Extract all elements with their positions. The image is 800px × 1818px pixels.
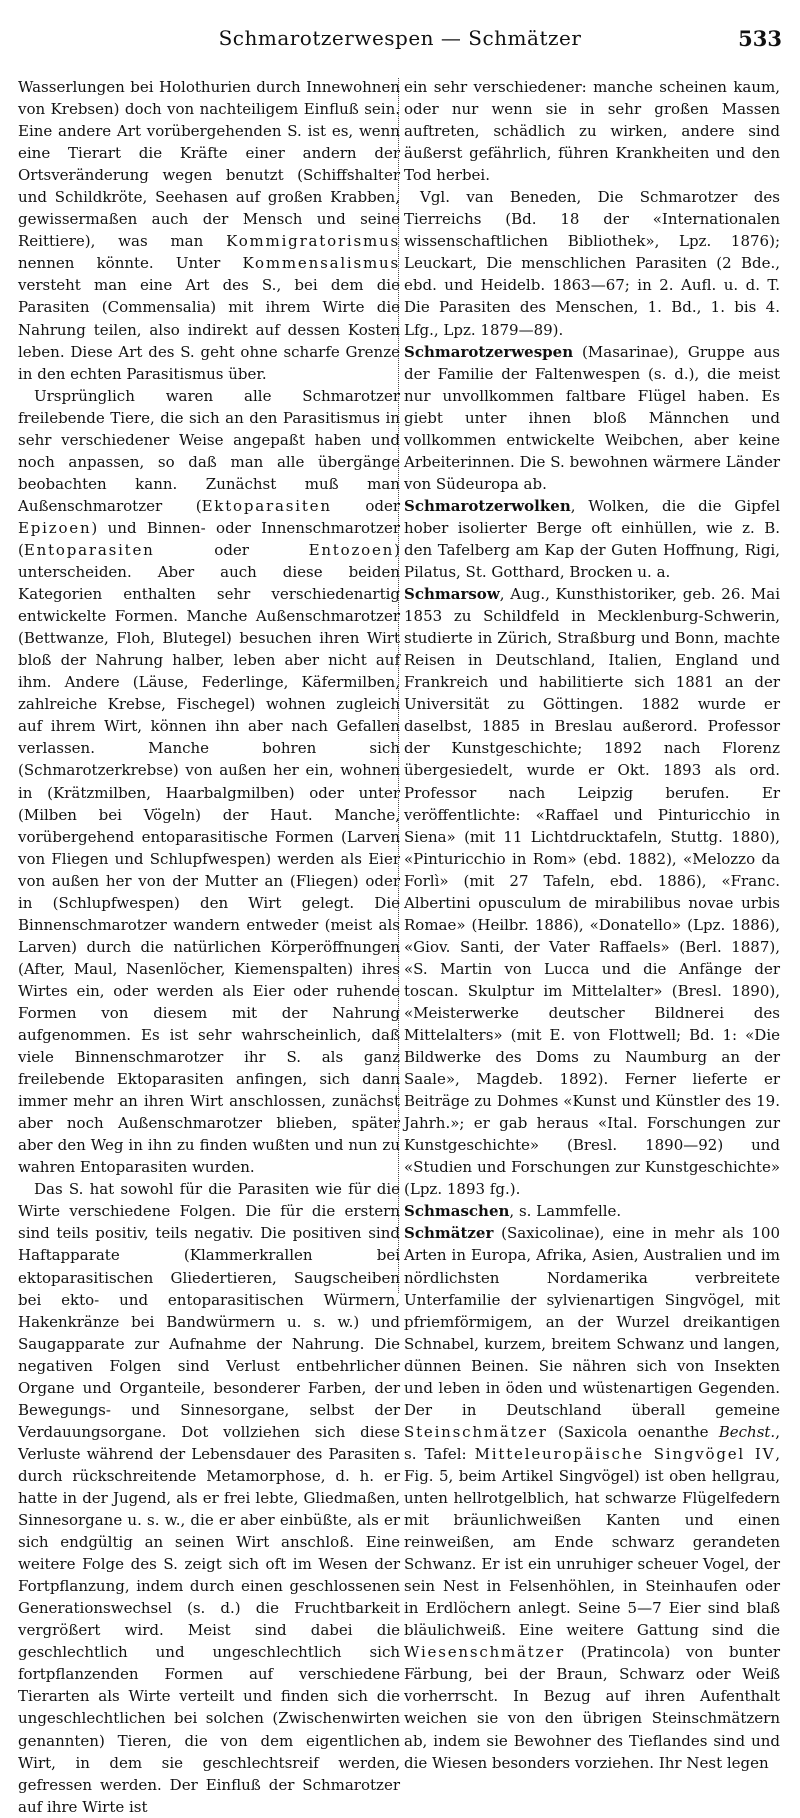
spaced-term: Entoparasiten (23, 540, 155, 559)
headword: Schmaschen (404, 1202, 510, 1221)
entry-schmarotzerwolken: Schmarotzerwolken, Wolken, die die Gipfel hober isolierter Berge oft einhüllen, wie z. B. den Tafelberg am Kap der Guten Hoffnung, Rigi, Pilatus, St. Gotthard, Brocken u. a. (404, 496, 780, 582)
entry-schmarotzerwespen: Schmarotzerwespen (Masarinae), Gruppe aus der Familie der Faltenwespen (s. d.), die meist nur unvollkommen faltbare Flügel haben. Es giebt unter ihnen bloß Männchen und vollkommen entwickelte Weibchen, aber keine Arbeiterinnen. Die S. bewohnen wärmere Länder von Südeuropa ab. (404, 342, 780, 493)
spaced-term: Epizoen (18, 518, 92, 537)
paragraph: Das S. hat sowohl für die Parasiten wie für die Wirte verschiedene Folgen. Die für die erstern sind teils positiv, teils negativ. Die positiven sind Haftapparate (Klammerkrallen bei ektoparasitischen Gliedertieren, Saugscheiben bei ekto- und entoparasitischen Würmern, Hakenkränze bei Bandwürmern u. s. w.) und Saugapparate zur Aufnahme der Nahrung. Die negativen Folgen sind Verlust entbehrlicher Organe und Organteile, besonderer Farben, der Bewegungs- und Sinnesorgane, selbst der Verdauungsorgane. Dot vollziehen sich diese Verluste während der Lebensdauer des Parasiten durch rückschreitende Metamorphose, d. h. er hatte in der Jugend, als er frei lebte, Gliedmaßen, Sinnesorgane u. s. w., die er aber einbüßte, als er sich endgültig an seinen Wirt anschloß. Eine weitere Folge des S. zeigt sich oft im Wesen der Fortpflanzung, indem durch einen geschlossenen Generationswechsel (s. d.) die Fruchtbarkeit vergrößert wird. Meist sind dabei die geschlechtlich und ungeschlechtlich sich fortpflanzenden Formen auf verschiedene Tierarten als Wirte verteilt und finden sich die ungeschlechtlichen bei solchen (Zwischenwirten genannten) Tieren, die von dem eigentlichen Wirt, in dem sie geschlechtsreif werden, gefressen werden. Der Einfluß der Schmarotzer auf ihre Wirte ist (18, 1180, 400, 1816)
spaced-term: Mitteleuropäische Singvögel IV (474, 1444, 776, 1463)
headword: Schmarsow (404, 585, 500, 604)
spaced-term: Ektoparasiten (201, 496, 332, 515)
spaced-term: Entozoen (308, 540, 395, 559)
running-title: Schmarotzerwespen — Schmätzer (218, 26, 582, 50)
right-column (404, 76, 780, 1772)
italic-term: Bechst. (718, 1422, 776, 1441)
entry-schmaschen: Schmaschen, s. Lammfelle. (404, 1202, 622, 1221)
paragraph: ein sehr verschiedener: manche scheinen kaum, oder nur wenn sie in sehr großen Massen auftreten, schädlich zu wirken, andere sind äußerst gefährlich, führen Krankheiten und den Tod herbei. (404, 78, 780, 185)
spaced-term: Wiesenschmätzer (404, 1643, 565, 1662)
bibliography: Vgl. van Beneden, Die Schmarotzer des Tierreichs (Bd. 18 der «Internationalen wissenschaftlichen Bibliothek», Lpz. 1876); Leuckart, Die menschlichen Parasiten (2 Bde., ebd. und Heidelb. 1863—67; in 2. Aufl. u. d. T. Die Parasiten des Menschen, 1. Bd., 1. bis 4. Lfg., Lpz. 1879—89). (404, 188, 780, 339)
headword: Schmarotzerwolken (404, 496, 571, 515)
page-header (18, 26, 782, 60)
page-number: 533 (738, 26, 782, 51)
spaced-term: Steinschmätzer (404, 1422, 548, 1441)
paragraph: Ursprünglich waren alle Schmarotzer freilebende Tiere, die sich an den Parasitismus in sehr verschiedener Weise angepaßt haben und noch anpassen, so daß man alle übergänge beobachten kann. Zunächst muß man Außenschmarotzer (Ektoparasiten oder Epizoen) und Binnen- oder Innenschmarotzer (Entoparasiten oder Entozoen) unterscheiden. Aber auch diese beiden Kategorien enthalten sehr verschiedenartig entwickelte Formen. Manche Außenschmarotzer (Bettwanze, Floh, Blutegel) besuchen ihren Wirt bloß der Nahrung halber, leben aber nicht auf ihm. Andere (Läuse, Federlinge, Käfermilben, zahlreiche Krebse, Fischegel) wohnen zugleich auf ihrem Wirt, können ihn aber nach Gefallen verlassen. Manche bohren sich (Schmarotzerkrebse) von außen her ein, wohnen in (Krätzmilben, Haarbalgmilben) oder unter (Milben bei Vögeln) der Haut. Manche, vorübergehend entoparasitische Formen (Larven von Fliegen und Schlupfwespen) werden als Eier von außen her von der Mutter an (Fliegen) oder in (Schlupfwespen) den Wirt gelegt. Die Binnenschmarotzer wandern entweder (meist als Larven) durch die natürlichen Körperöffnungen (After, Maul, Nasenlöcher, Kiemenspalten) ihres Wirtes ein, oder werden als Eier oder ruhende Formen von diesem mit der Nahrung aufgenommen. Es ist sehr wahrscheinlich, daß viele Binnenschmarotzer ihr S. als ganz freilebende Ektoparasiten anfingen, sich dann immer mehr an ihren Wirt anschlossen, zunächst aber noch Außenschmarotzer blieben, später aber den Weg in ihn zu finden wußten und nun zu wahren Entoparasiten wurden. (18, 386, 401, 1177)
entry-schmaetzer: Schmätzer (Saxicolinae), eine in mehr als 100 Arten in Europa, Afrika, Asien, Australien und im nördlichsten Nordamerika verbreitete Unterfamilie der sylvienartigen Singvögel, mit pfriemförmigem, an der Wurzel dreikantigen Schnabel, kurzem, breitem Schwanz und langen, dünnen Beinen. Sie nähren sich von Insekten und leben in öden und wüstenartigen Gegenden. Der in Deutschland überall gemeine Steinschmätzer (Saxicola oenanthe Bechst., s. Tafel: Mitteleuropäische Singvögel IV, Fig. 5, beim Artikel Singvögel) ist oben hellgrau, unten hellrotgelblich, hat schwarze Flügelfedern mit bräunlichweißen Kanten und einen reinweißen, am Ende schwarz gerandeten Schwanz. Er ist ein unruhiger scheuer Vogel, der sein Nest in Felsenhöhlen, in Steinhaufen oder in Erdlöchern anlegt. Seine 5—7 Eier sind blaß bläulichweiß. Eine weitere Gattung sind die Wiesenschmätzer (Pratincola) von bunter Färbung, bei der Braun, Schwarz oder Weiß vorherrscht. In Bezug auf ihren Aufenthalt weichen sie von den übrigen Steinschmätzern ab, indem sie Bewohner des Tieflandes sind und die Wiesen besonders vorziehen. Ihr Nest legen (404, 1224, 780, 1772)
paragraph: Wasserlungen bei Holothurien durch Innewohnen von Krebsen) doch von nachteiligem Einfluß sein. Eine andere Art vorübergehenden S. ist es, wenn eine Tierart die Kräfte einer andern der Ortsveränderung wegen benutzt (Schiffshalter und Schildkröte, Seehasen auf großen Krabben, gewissermaßen auch der Mensch und seine Reittiere), was man Kommigratorismus nennen könnte. Unter Kommensalismus versteht man eine Art des S., bei dem die Parasiten (Commensalia) mit ihrem Wirte die Nahrung teilen, also indirekt auf dessen Kosten leben. Diese Art des S. geht ohne scharfe Grenze in den echten Parasitismus über. (18, 78, 400, 383)
left-column (18, 76, 401, 1816)
headword: Schmarotzerwespen (404, 342, 574, 361)
headword: Schmätzer (404, 1224, 494, 1243)
entry-schmarsow: Schmarsow, Aug., Kunsthistoriker, geb. 26. Mai 1853 zu Schildfeld in Mecklenburg-Schwerin, studierte in Zürich, Straßburg und Bonn, machte Reisen in Deutschland, Italien, England und Frankreich und habilitierte sich 1881 an der Universität zu Göttingen. 1882 wurde er daselbst, 1885 in Breslau außerord. Professor der Kunstgeschichte; 1892 nach Florenz übergesiedelt, wurde er Okt. 1893 als ord. Professor nach Leipzig berufen. Er veröffentlichte: «Raffael und Pinturicchio in Siena» (mit 11 Lichtdrucktafeln, Stuttg. 1880), «Pinturicchio in Rom» (ebd. 1882), «Melozzo da Forlì» (mit 27 Tafeln, ebd. 1886), «Franc. Albertini opusculum de mirabilibus novae urbis Romae» (Heilbr. 1886), «Donatello» (Lpz. 1886), «Giov. Santi, der Vater Raffaels» (Berl. 1887), «S. Martin von Lucca und die Anfänge der toscan. Skulptur im Mittelalter» (Bresl. 1890), «Meisterwerke deutscher Bildnerei des Mittelalters» (mit E. von Flottwell; Bd. 1: «Die Bildwerke des Doms zu Naumburg an der Saale», Magdeb. 1892). Ferner lieferte er Beiträge zu Dohmes «Kunst und Künstler des 19. Jahrh.»; er gab heraus «Ital. Forschungen zur Kunstgeschichte» (Bresl. 1890—92) und «Studien und Forschungen zur Kunstgeschichte» (Lpz. 1893 fg.). (404, 585, 780, 1199)
spaced-term: Kommensalismus (242, 254, 400, 273)
spaced-term: Kommigratorismus (226, 232, 400, 251)
